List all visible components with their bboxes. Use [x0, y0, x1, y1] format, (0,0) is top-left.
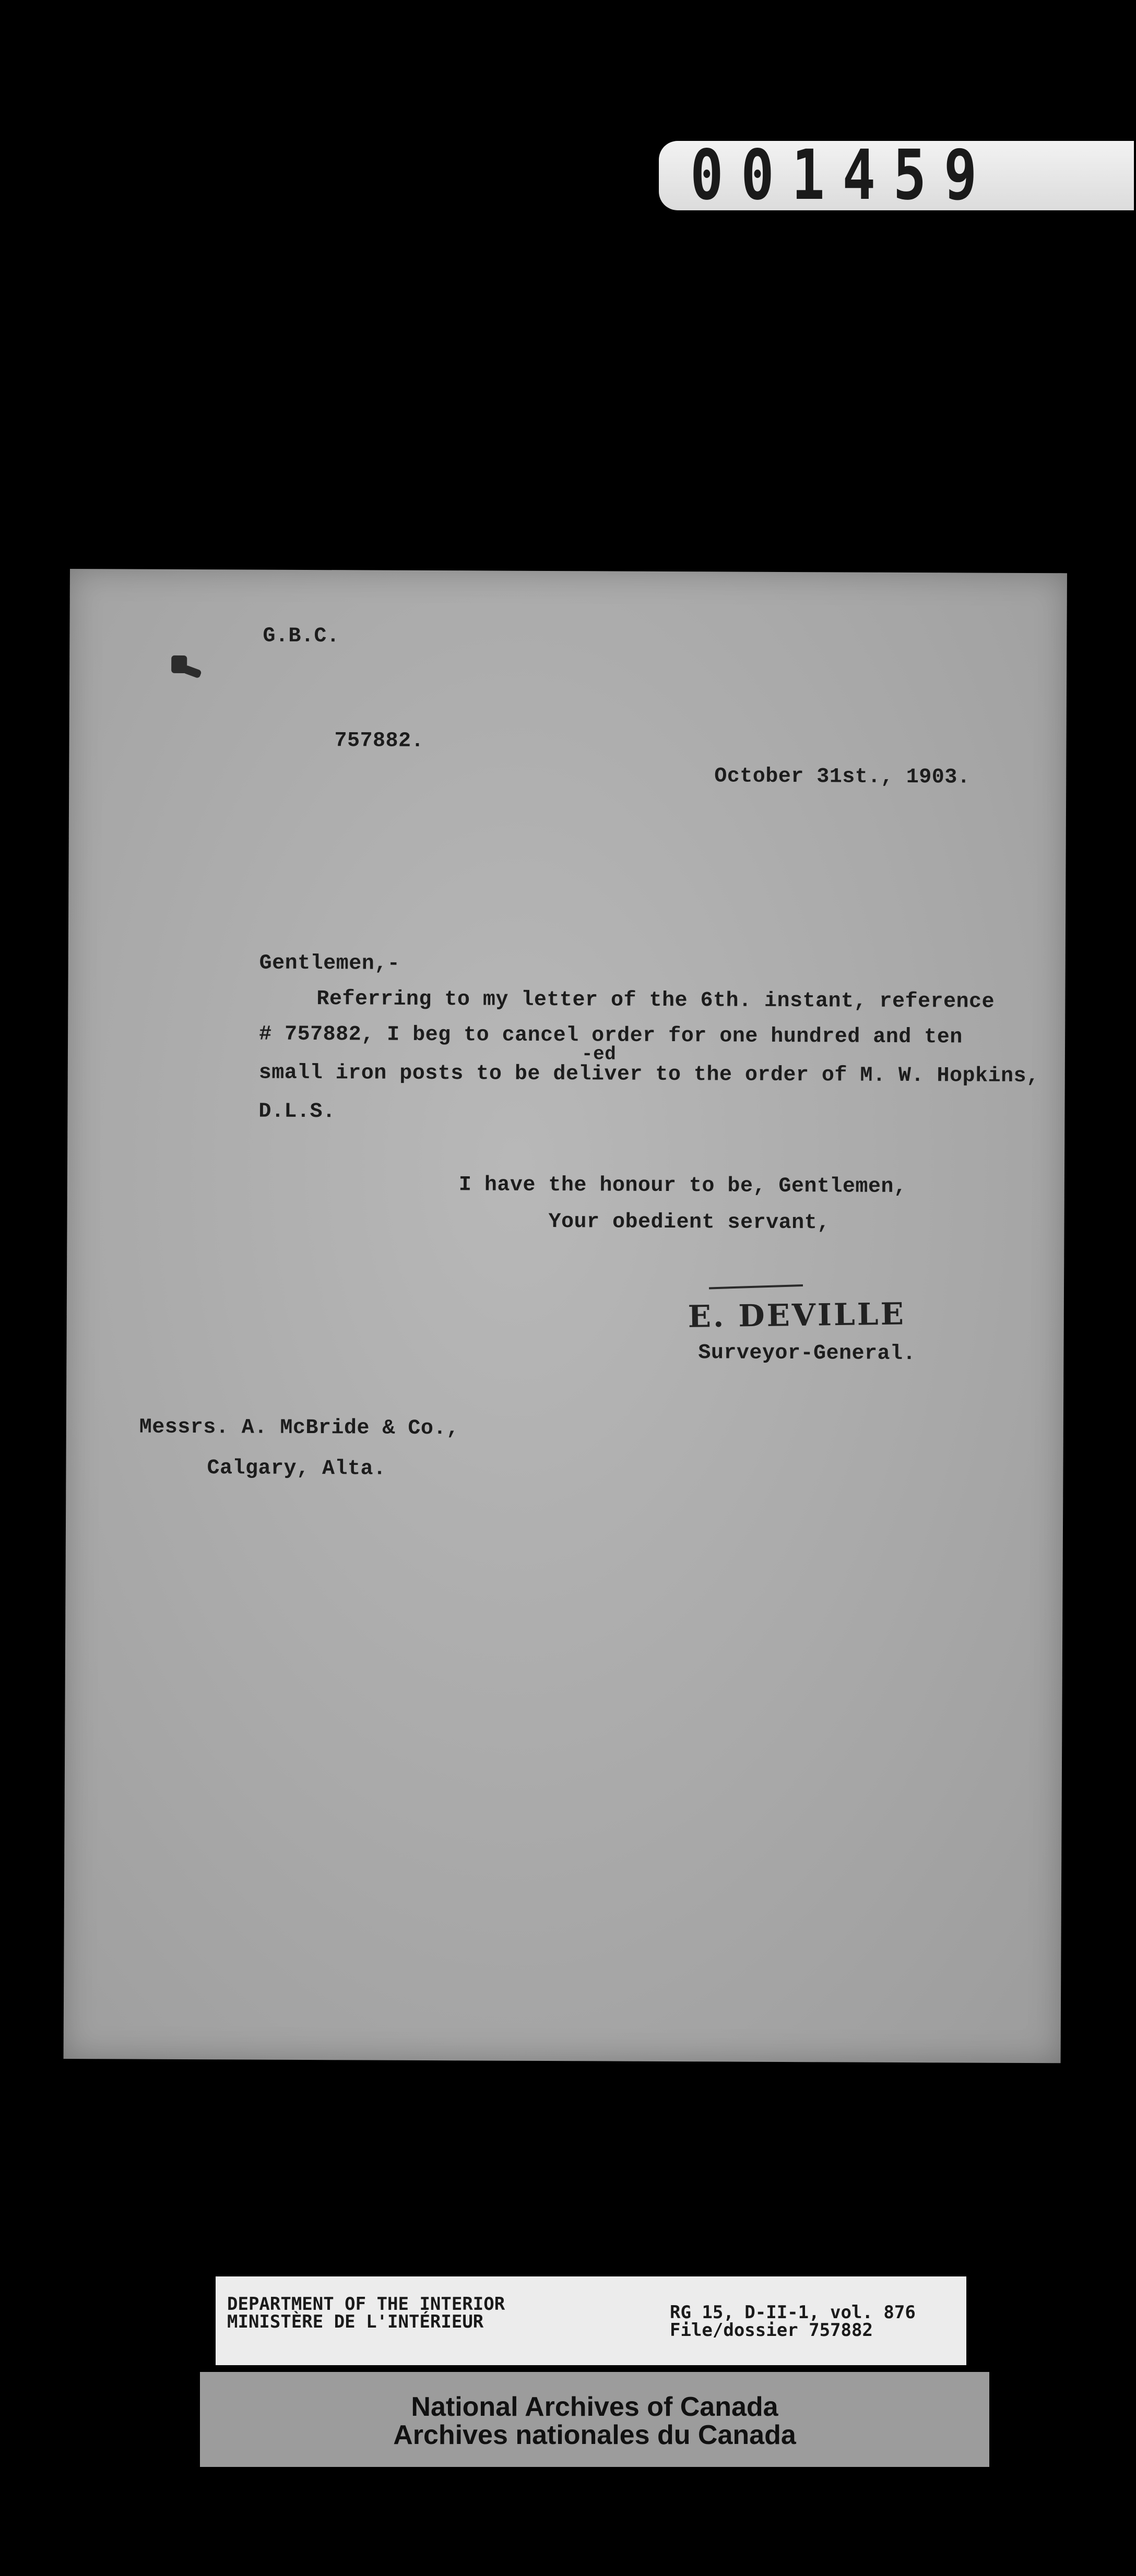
- initials: G.B.C.: [263, 624, 340, 649]
- letter-page: [64, 569, 1067, 2063]
- archives-name-french: Archives nationales du Canada: [393, 2420, 796, 2450]
- archives-name-english: National Archives of Canada: [411, 2392, 778, 2422]
- file-reference: 757882.: [334, 729, 424, 753]
- stamp-number: 001459: [690, 135, 995, 216]
- signatory-title: Surveyor-General.: [698, 1341, 916, 1366]
- body-line-2: # 757882, I beg to cancel order for one hundred and ten: [259, 1022, 963, 1050]
- salutation: Gentlemen,-: [259, 951, 400, 976]
- closing-line-2: Your obedient servant,: [548, 1210, 830, 1235]
- addressee-line-2: Calgary, Alta.: [207, 1457, 386, 1481]
- file-dossier-number: File/dossier 757882: [670, 2320, 873, 2341]
- body-line-1: Referring to my letter of the 6th. instant, reference: [316, 987, 995, 1014]
- signature-stamp: E. DEVILLE: [688, 1296, 906, 1334]
- ink-mark: [182, 665, 202, 679]
- letter-date: October 31st., 1903.: [714, 765, 971, 790]
- signature-stroke: [709, 1284, 803, 1289]
- archive-reference-label: [216, 2276, 966, 2365]
- record-group-reference: RG 15, D-II-1, vol. 876: [670, 2302, 916, 2323]
- department-english: DEPARTMENT OF THE INTERIOR: [227, 2294, 505, 2315]
- department-french: MINISTÈRE DE L'INTÉRIEUR: [227, 2311, 484, 2332]
- body-insertion: -ed: [581, 1043, 617, 1065]
- page-number-stamp: [659, 135, 1134, 216]
- archives-credit-label: [200, 2372, 989, 2467]
- closing-line-1: I have the honour to be, Gentlemen,: [458, 1173, 907, 1199]
- addressee-line-1: Messrs. A. McBride & Co.,: [139, 1415, 459, 1441]
- body-line-3: small iron posts to be deliver to the order of M. W. Hopkins,: [258, 1061, 1039, 1089]
- body-line-4: D.L.S.: [258, 1100, 336, 1124]
